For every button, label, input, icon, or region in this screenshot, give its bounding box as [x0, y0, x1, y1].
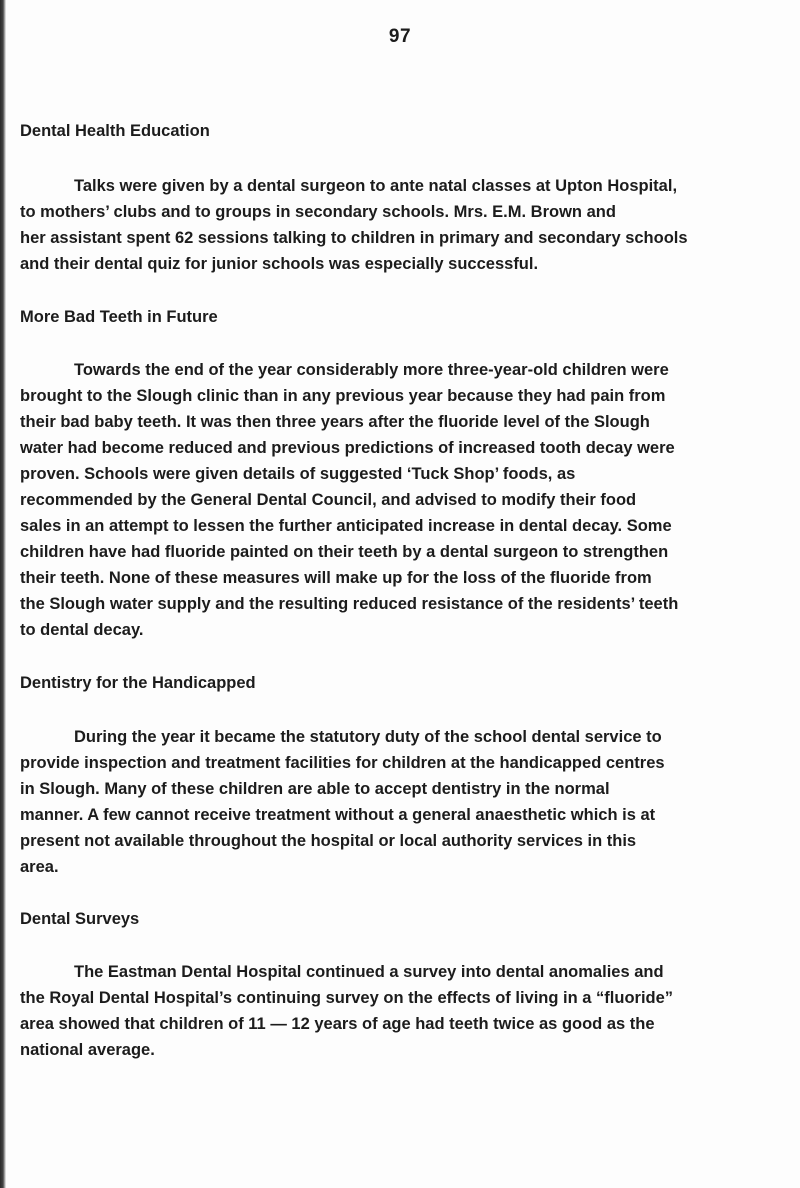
- page-binding-edge: [0, 0, 6, 1188]
- section-heading-more-bad-teeth: More Bad Teeth in Future: [20, 308, 218, 326]
- section-heading-dental-surveys: Dental Surveys: [20, 910, 140, 928]
- paragraph-dental-surveys: The Eastman Dental Hospital continued a survey into dental anomalies and the Royal Dental Hospital’s continuing survey on the effects of living in a “fluoride” area showed that children of 11 — 12 years of age had teeth twice as good as the national average.: [20, 963, 674, 1059]
- paragraph-more-bad-teeth: Towards the end of the year considerably more three-year-old children were brought to the Slough clinic than in any previous year because they had pain from their bad baby teeth. It was then three years after the fluoride level of the Slough water had become reduced and previous predictions of increased tooth decay were proven. Schools were given details of suggested ‘Tuck Shop’ foods, as recommended by the General Dental Council, and advised to modify their food sales in an attempt to lessen the further anticipated increase in dental decay. Some children have had fluoride painted on their teeth by a dental surgeon to strengthen their teeth. None of these measures will make up for the loss of the fluoride from the Slough water supply and the resulting reduced resistance of the residents’ teeth to dental decay.: [20, 361, 679, 639]
- section-heading-dentistry-handicapped: Dentistry for the Handicapped: [20, 674, 256, 692]
- section-heading-dental-health-education: Dental Health Education: [20, 122, 210, 140]
- paragraph-dentistry-handicapped: During the year it became the statutory duty of the school dental service to provide inspection and treatment facilities for children at the handicapped centres in Slough. Many of these children are able to accept dentistry in the normal manner. A few cannot receive treatment without a general anaesthetic which is at present not available throughout the hospital or local authority services in this area.: [20, 728, 665, 876]
- page-number: 97: [388, 26, 412, 47]
- page-content: [20, 118, 790, 1063]
- paragraph-dental-health-education: Talks were given by a dental surgeon to ante natal classes at Upton Hospital, to mothers’ clubs and to groups in secondary schools. Mrs. E.M. Brown and her assistant spent 62 sessions talking to children in primary and secondary schools and their dental quiz for junior schools was especially successful.: [20, 177, 688, 273]
